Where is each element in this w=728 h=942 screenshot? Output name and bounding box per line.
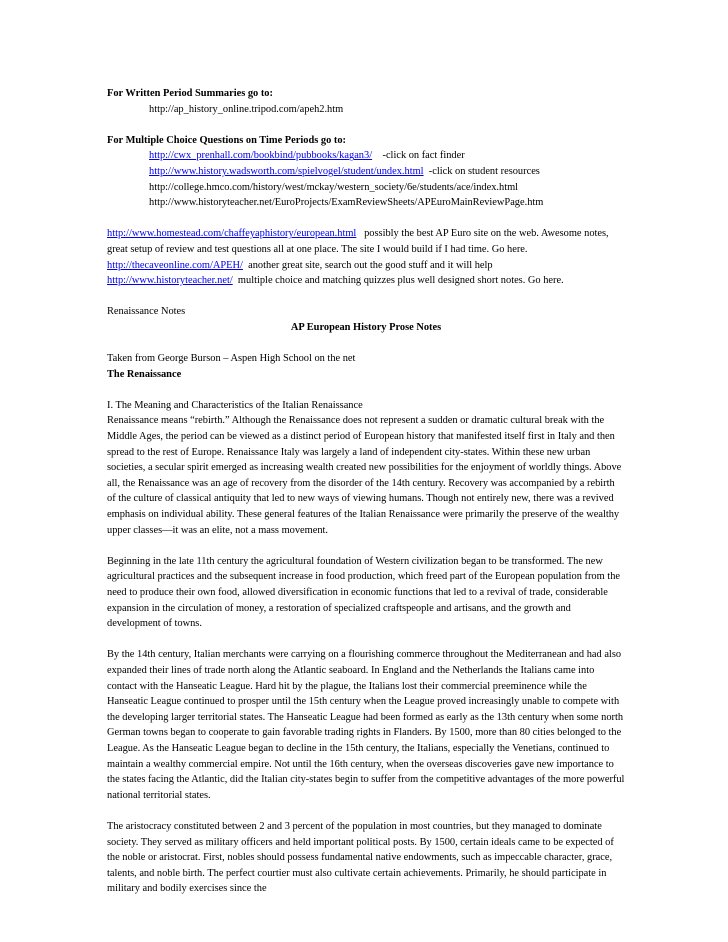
site-description: multiple choice and matching quizzes plus well designed short notes. Go here. <box>237 275 564 287</box>
prose-title: AP European History Prose Notes <box>290 321 442 333</box>
mcq-link-prenhall[interactable]: http://cwx_prenhall.com/bookbind/pubbooks/kagan3/ <box>149 150 373 162</box>
site-link-historyteacher[interactable]: http://www.historyteacher.net/ <box>107 275 233 287</box>
mcq-link-note: -click on fact finder <box>382 150 465 162</box>
site-link-homestead[interactable]: http://www.homestead.com/chaffeyaphistory/european.html <box>107 228 357 240</box>
section-title: The Renaissance <box>107 368 182 380</box>
site-caveonline <box>107 258 625 274</box>
summary-link: http://ap_history_online.tripod.com/apeh2.htm <box>149 103 344 115</box>
site-description: possibly the best AP Euro site on the web. Awesome notes, great setup of review and test questions all at one place. The site I would build if I had time. Go here. <box>107 228 609 255</box>
paragraph-4: The aristocracy constituted between 2 and 3 percent of the population in most countries, but they managed to dominate society. They served as military officers and held important political posts. By 1500, certain ideals came to be expected of the noble or aristocrat. First, nobles should possess fundamental native endowments, such as impeccable character, grace, talents, and noble birth. The perfect courtier must also cultivate certain achievements. Primarily, he should participate in military and bodily exercises since the <box>107 820 614 895</box>
mcq-link-row <box>107 164 625 180</box>
renaissance-notes-label: Renaissance Notes <box>107 306 186 318</box>
mcq-heading: For Multiple Choice Questions on Time Periods go to: <box>107 134 346 146</box>
site-historyteacher <box>107 273 625 289</box>
mcq-link-hmco: http://college.hmco.com/history/west/mckay/western_society/6e/students/ace/index.html <box>149 181 519 193</box>
source-line: Taken from George Burson – Aspen High School on the net <box>107 353 356 365</box>
summary-heading: For Written Period Summaries go to: <box>107 88 273 99</box>
mcq-link-note: -click on student resources <box>428 165 540 177</box>
paragraph-3: By the 14th century, Italian merchants were carrying on a flourishing commerce throughout the Mediterranean and had also expanded their lines of trade north along the Atlantic seaboard. In England and the Netherlands the Italians came into contact with the Hanseatic League. Hard hit by the plague, the Italians lost their commercial preeminence while the Hanseatic League continued to prosper until the 15th century when the League proved increasingly unable to compete with the developing larger territorial states. The Hanseatic League had been formed as early as the 13th century when some north German towns began to cooperate to gain favorable trading rights in Flanders. By 1500, more than 80 cities belonged to the League. As the Hanseatic League began to decline in the 15th century, the Italians, especially the Venetians, continued to maintain a wealthy commercial empire. Not until the 16th century, when the overseas discoveries gave new importance to the states facing the Atlantic, did the Italian city-states begin to suffer from the competitive advantages of the more powerful national territorial states. <box>107 649 625 801</box>
site-homestead <box>107 226 625 257</box>
mcq-link-row <box>107 148 625 164</box>
mcq-link-wadsworth[interactable]: http://www.history.wadsworth.com/spielvogel/student/undex.html <box>149 165 424 177</box>
site-description: another great site, search out the good stuff and it will help <box>248 259 493 271</box>
paragraph-1: Renaissance means “rebirth.” Although the Renaissance does not represent a sudden or dramatic cultural break with the Middle Ages, the period can be viewed as a distinct period of European history that manifested itself first in Italy and then spread to the rest of Europe. Renaissance Italy was largely a land of independent city-states. Within these new urban societies, a secular spirit emerged as increasing wealth created new possibilities for the enjoyment of worldly things. Above all, the Renaissance was an age of recovery from the disorder of the 14th century. Recovery was accompanied by a rebirth of the culture of classical antiquity that led to new ways of viewing humans. Though not entirely new, there was a revived emphasis on individual ability. These general features of the Italian Renaissance were primarily the preserve of the wealthy upper classes—it was an elite, not a mass movement. <box>107 415 622 536</box>
site-link-caveonline[interactable]: http://thecaveonline.com/APEH/ <box>107 259 243 271</box>
paragraph-2: Beginning in the late 11th century the agricultural foundation of Western civilization began to be transformed. The new agricultural practices and the subsequent increase in food production, which freed part of the European population from the need to produce their own food, allowed diversification in economic functions that led to a revival of trade, considerable expansion in the circulation of money, a restoration of specialized craftspeople and artisans, and the growth and development of towns. <box>107 555 621 630</box>
subsection-title: I. The Meaning and Characteristics of the Italian Renaissance <box>107 399 363 411</box>
mcq-link-historyteacher: http://www.historyteacher.net/EuroProjects/ExamReviewSheets/APEuroMainReviewPage.htm <box>149 197 544 209</box>
